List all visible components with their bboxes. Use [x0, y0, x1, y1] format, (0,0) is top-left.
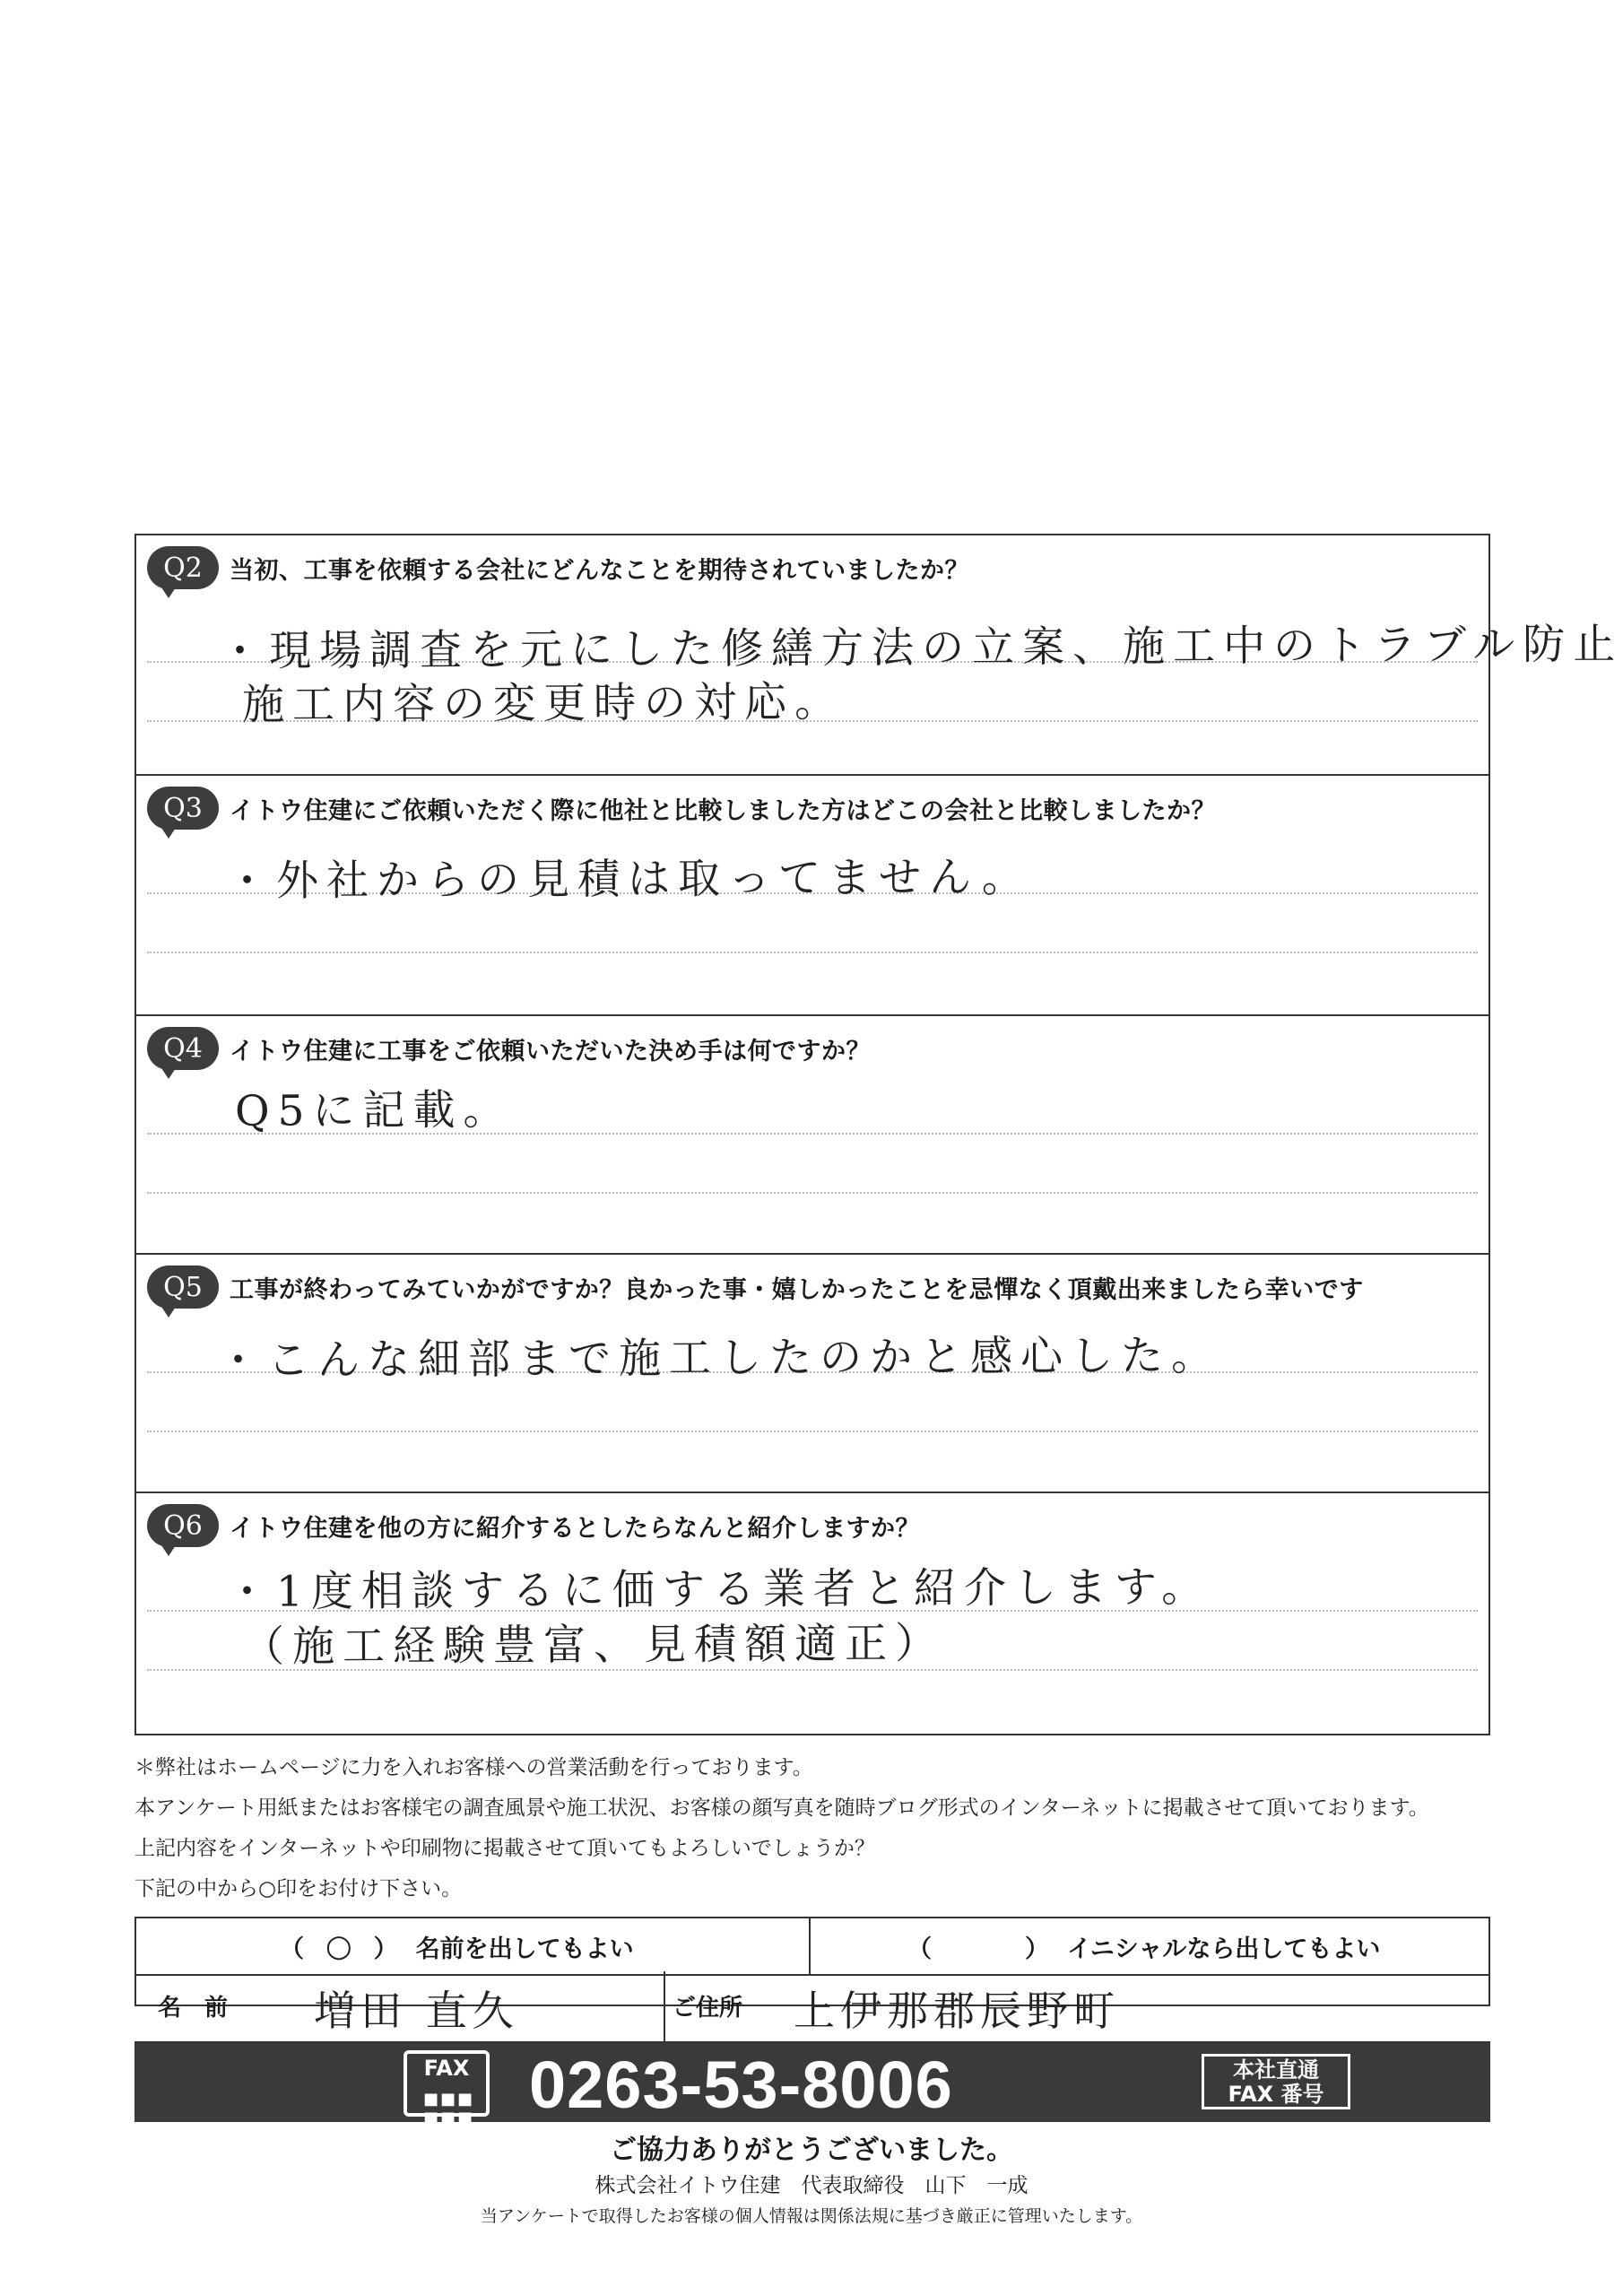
- question-text: イトウ住建を他の方に紹介するとしたらなんと紹介しますか？: [230, 1514, 920, 1543]
- question-q3: [136, 776, 1488, 1016]
- fax-banner: [135, 2041, 1490, 2127]
- question-text: イトウ住建にご依頼いただく際に他社と比較しました方はどこの会社と比較しましたか？: [230, 796, 1216, 825]
- q5-badge: Q5: [147, 1265, 219, 1309]
- thanks-message: ご協力ありがとうございました。: [610, 2135, 1013, 2166]
- consent-note: ＊弊社はホームページに力を入れお客様への営業活動を行っております。: [135, 1756, 813, 1779]
- consent-option-name[interactable]: [280, 1918, 634, 1974]
- consent-divider: [809, 1918, 811, 1974]
- consent-note: 上記内容をインターネットや印刷物に掲載させて頂いてもよろしいでしょうか？: [135, 1837, 875, 1860]
- paren-open: （: [907, 1935, 932, 1963]
- question-header: [147, 1027, 871, 1070]
- answer-line: ・外社からの見積は取ってません。: [225, 852, 1032, 907]
- paren-close: ）: [373, 1935, 398, 1963]
- question-header: [147, 1265, 1364, 1309]
- paren-close: ）: [1025, 1935, 1049, 1963]
- q6-badge: Q6: [147, 1504, 219, 1547]
- fax-number: 0263-53-8006: [529, 2048, 953, 2122]
- privacy-line: 当アンケートで取得したお客様の個人情報は関係法規に基づき厳正に管理いたします。: [480, 2206, 1143, 2226]
- fax-icon-label: FAX: [423, 2056, 470, 2081]
- question-header: [147, 1504, 920, 1547]
- consent-option-label: イニシャルなら出してもよい: [1067, 1935, 1381, 1963]
- question-header: [147, 546, 969, 589]
- name-label: 名 前: [158, 1995, 229, 2022]
- consent-row: [136, 1918, 1488, 1976]
- answer-line: Q5に記載。: [234, 1085, 514, 1136]
- answer-line: （施工経験豊富、見積額適正）: [241, 1618, 946, 1673]
- question-q2: [136, 535, 1623, 776]
- field-divider: [664, 1971, 665, 2041]
- customer-info-row: [135, 1971, 1490, 2041]
- answer-rule: [147, 952, 1478, 953]
- fax-tag: [1202, 2054, 1350, 2109]
- address-value[interactable]: 上伊那郡辰野町: [794, 1987, 1120, 2035]
- fax-icon: [404, 2050, 490, 2127]
- address-label: ご住所: [673, 1995, 743, 2022]
- fax-tag-line: 本社直通: [1233, 2057, 1319, 2083]
- keypad-icon: ■■■ ■■■: [423, 2090, 475, 2127]
- answer-rule: [147, 1431, 1478, 1432]
- question-q6: [136, 1493, 1488, 1737]
- survey-form: [135, 534, 1623, 1735]
- answer-line: ・1度相談するに価する業者と紹介します。: [225, 1562, 1212, 1617]
- answer-rule: [147, 1192, 1478, 1194]
- fax-tag-line: FAX 番号: [1228, 2082, 1324, 2107]
- question-text: 当初、工事を依頼する会社にどんなことを期待されていましたか？: [230, 556, 969, 585]
- question-q4: [136, 1016, 1488, 1255]
- q3-badge: Q3: [147, 787, 219, 830]
- q4-badge: Q4: [147, 1027, 219, 1070]
- question-text: 工事が終わってみていかがですか？良かった事・嬉しかったことを忌憚なく頂戴出来ましたら幸いです: [230, 1275, 1364, 1304]
- answer-line: ・こんな細部まで施工したのかと感心した。: [216, 1331, 1222, 1386]
- answer-line: 施工内容の変更時の対応。: [241, 677, 846, 730]
- question-header: [147, 787, 1216, 830]
- answer-line: ・現場調査を元にした修繕方法の立案、施工中のトラブル防止: [218, 619, 1623, 677]
- circle-mark: ○: [325, 1928, 352, 1964]
- q2-badge: Q2: [147, 546, 219, 589]
- consent-note: 本アンケート用紙またはお客様宅の調査風景や施工状況、お客様の顔写真を随時ブログ形式のインターネットに掲載させて頂いております。: [135, 1796, 1429, 1820]
- question-text: イトウ住建に工事をご依頼いただいた決め手は何ですか？: [230, 1037, 871, 1065]
- company-line: 株式会社イトウ住建 代表取締役 山下 一成: [595, 2174, 1028, 2197]
- consent-note: 下記の中から○印をお付け下さい。: [135, 1877, 463, 1900]
- consent-option-initials[interactable]: [907, 1918, 1380, 1974]
- consent-option-label: 名前を出してもよい: [415, 1935, 634, 1963]
- paren-open: （: [280, 1935, 304, 1963]
- question-q5: [136, 1255, 1488, 1493]
- name-value[interactable]: 増田 直久: [314, 1987, 519, 2035]
